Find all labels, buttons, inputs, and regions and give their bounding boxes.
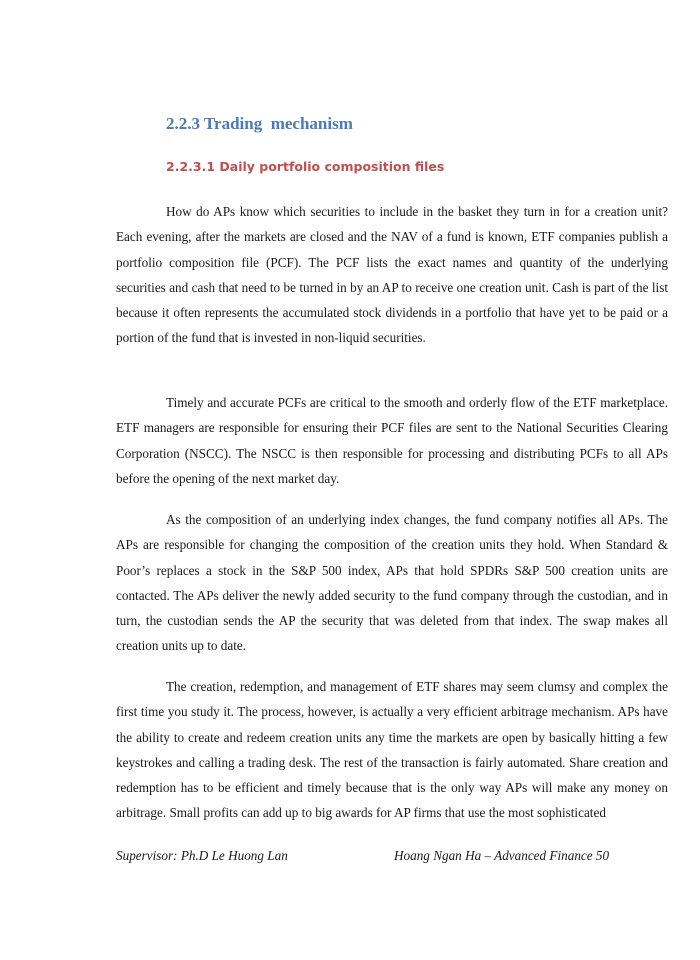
subsection-heading: 2.2.3.1 Daily portfolio composition files	[166, 159, 445, 174]
paragraph-pcf-timeliness: Timely and accurate PCFs are critical to the smooth and orderly flow of the ETF marketplace. ETF managers are responsible for ensuring their PCF files are sent to the National Securities Clearing Corporation (NSCC). The NSCC is then responsible for processing and distributing PCFs to all APs before the opening of the next market day.	[116, 395, 668, 486]
footer-supervisor: Supervisor: Ph.D Le Huong Lan	[116, 848, 288, 863]
paragraph-index-changes: As the composition of an underlying index changes, the fund company notifies all APs. The APs are responsible for changing the composition of the creation units they hold. When Standard & Poor’s replaces a stock in the S&P 500 index, APs that hold SPDRs S&P 500 creation units are contacted. The APs deliver the newly added security to the fund company through the custodian, and in turn, the custodian sends the AP the security that was deleted from that index. The swap makes all creation units up to date.	[116, 512, 668, 654]
paragraph-pcf-intro: How do APs know which securities to include in the basket they turn in for a creation unit? Each evening, after the markets are closed and the NAV of a fund is known, ETF companies publish a portfolio composition file (PCF). The PCF lists the exact names and quantity of the underlying securities and cash that need to be turned in by an AP to receive one creation unit. Cash is part of the list because it often represents the accumulated stock dividends in a portfolio that have yet to be paid or a portion of the fund that is invested in non-liquid securities.	[116, 204, 668, 346]
footer-author: Hoang Ngan Ha – Advanced Finance 50	[394, 848, 610, 863]
paragraph-arbitrage-mechanism: The creation, redemption, and management of ETF shares may seem clumsy and complex the first time you study it. The process, however, is actually a very efficient arbitrage mechanism. APs have the ability to create and redeem creation units any time the markets are open by basically hitting a few keystrokes and calling a trading desk. The rest of the transaction is fairly automated. Share creation and redemption has to be efficient and timely because that is the only way APs will make any money on arbitrage. Small profits can add up to big awards for AP firms that use the most sophisticated	[116, 679, 668, 821]
section-heading: 2.2.3 Trading mechanism	[166, 114, 353, 133]
